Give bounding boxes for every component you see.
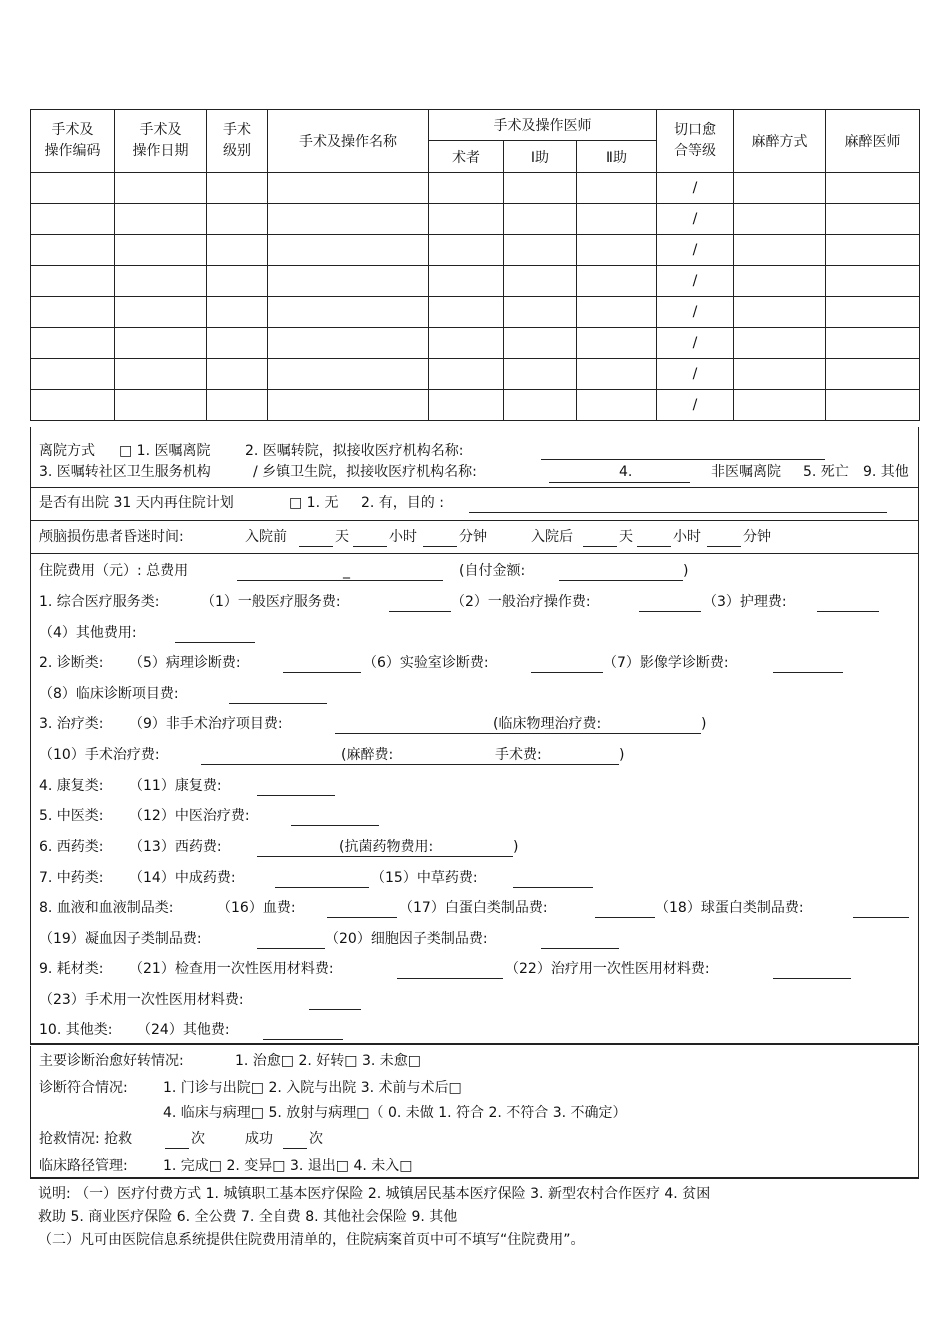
transfer-hospital-field[interactable] xyxy=(541,459,825,460)
discharge-label: 离院方式 xyxy=(39,443,95,459)
incision-cell[interactable]: / xyxy=(657,390,734,421)
pathology-fee-field[interactable] xyxy=(283,672,361,673)
table-row xyxy=(31,266,920,297)
readmission-option-yes[interactable]: 2. 有，目的 : xyxy=(361,495,444,511)
header-doctors-group: 手术及操作医师 xyxy=(429,110,657,141)
readmission-label: 是否有出院 31 天内再住院计划 xyxy=(39,495,234,511)
header-anesthesiologist: 麻醉医师 xyxy=(826,110,920,173)
coma-before-label: 入院前 xyxy=(245,529,287,545)
blood-fee-field[interactable] xyxy=(327,917,397,918)
exam-material-fee-field[interactable] xyxy=(397,978,503,979)
nursing-fee-field[interactable] xyxy=(817,611,879,612)
coma-after-label: 入院后 xyxy=(531,529,573,545)
main-diagnosis-outcome-label: 主要诊断治愈好转情况: xyxy=(39,1053,184,1069)
general-service-fee-field[interactable] xyxy=(389,611,451,612)
discharge-option-9: 9. 其他 xyxy=(863,464,909,480)
incision-cell[interactable]: / xyxy=(657,204,734,235)
cytokine-fee-field[interactable] xyxy=(541,948,619,949)
discharge-option-4-label: 非医嘱离院 xyxy=(711,464,781,480)
table-row xyxy=(31,204,920,235)
rescue-success-field[interactable] xyxy=(283,1148,307,1149)
self-pay-field[interactable] xyxy=(559,580,683,581)
cat-rehab: 4. 康复类: xyxy=(39,778,104,794)
self-pay-label: (自付金额: xyxy=(459,563,526,579)
albumin-fee-field[interactable] xyxy=(595,917,655,918)
coma-after-hour-field[interactable] xyxy=(637,546,671,547)
discharge-option-5: 5. 死亡 xyxy=(803,464,849,480)
coma-label: 颅脑损伤患者昏迷时间: xyxy=(39,529,184,545)
western-medicine-fee-field[interactable] xyxy=(257,856,513,857)
rescue-success-label: 成功 xyxy=(245,1131,273,1147)
header-op-level: 手术 级别 xyxy=(207,110,268,173)
rescue-label: 抢救情况: 抢救 xyxy=(39,1131,133,1147)
readmission-section xyxy=(30,488,919,521)
discharge-option-4: 4. xyxy=(619,464,633,480)
coma-before-hour-field[interactable] xyxy=(353,546,387,547)
incision-cell[interactable]: / xyxy=(657,297,734,328)
header-anesthesia-method: 麻醉方式 xyxy=(734,110,826,173)
patent-medicine-fee-field[interactable] xyxy=(275,887,369,888)
coma-before-minute-field[interactable] xyxy=(423,546,457,547)
surgery-material-fee-field[interactable] xyxy=(309,1009,361,1010)
other-fee-field[interactable] xyxy=(175,642,255,643)
cat-chinese-medicine: 7. 中药类: xyxy=(39,870,104,886)
discharge-option-1[interactable]: □ 1. 医嘱离院 xyxy=(119,443,211,459)
notes-line-1: 说明: （一）医疗付费方式 1. 城镇职工基本医疗保险 2. 城镇居民基本医疗保险 3. 新型农村合作医疗 4. 贫困 xyxy=(38,1186,711,1202)
coma-section: 颅脑损伤患者昏迷时间: 入院前 天 小时 分钟 入院后 天 小时 分钟 xyxy=(30,521,919,554)
header-op-code: 手术及 操作编码 xyxy=(31,110,115,173)
header-surgeon: 术者 xyxy=(429,141,504,173)
table-row xyxy=(31,390,920,421)
cost-section: 住院费用（元）: 总费用 _ (自付金额: ) 1. 综合医疗服务类: （1）一般医疗服务费: （2）一般治疗操作费: （3）护理费: （4）其他费用: 2. 诊断类: （5）病理诊断费: （6）实验室诊断费: （7）影像学诊断费: （8）临床诊断项目费: 3. 治疗类: （9）非手术治疗项目费: (临床物理治疗费: ) （10）手术治疗费: (麻醉费: 手术费: ) 4. 康复类: （11）康复费: 5. 中医类: （12）中医治疗费: 6. 西药类: （13）西药费: (抗菌药物费用: ) 7. 中药类: （14）中成药费: （15）中草药费: 8. 血液和血液制品类: （16）血费: （17）白蛋白类制品费: （18）球蛋白类制品费: （19）凝血因子类制品费: （20）细胞因子类制品费: 9. 耗材类: （21）检查用一次性医用材料费: （22）治疗用一次性医用材料费: （23）手术用一次性医用材料费: 10. 其他类: （24）其他费: xyxy=(30,554,919,1045)
header-op-date: 手术及 操作日期 xyxy=(115,110,207,173)
treatment-material-fee-field[interactable] xyxy=(773,978,851,979)
cat-general-service: 1. 综合医疗服务类: xyxy=(39,594,160,610)
cat-tcm: 5. 中医类: xyxy=(39,808,104,824)
diagnosis-match-options-1[interactable]: 1. 门诊与出院□ 2. 入院与出院 3. 术前与术后□ xyxy=(163,1080,462,1096)
non-surgical-fee-field[interactable] xyxy=(335,733,701,734)
header-incision-grade: 切口愈 合等级 xyxy=(657,110,734,173)
incision-cell[interactable]: / xyxy=(657,266,734,297)
general-treatment-fee-field[interactable] xyxy=(639,611,701,612)
coma-after-minute-field[interactable] xyxy=(707,546,741,547)
rescue-count-field[interactable] xyxy=(165,1148,189,1149)
total-cost-field[interactable] xyxy=(237,580,443,581)
incision-cell[interactable]: / xyxy=(657,359,734,390)
diagnosis-match-options-2[interactable]: 4. 临床与病理□ 5. 放射与病理□（ 0. 未做 1. 符合 2. 不符合 3. 不确定） xyxy=(163,1105,627,1121)
clinical-pathway-options[interactable]: 1. 完成□ 2. 变异□ 3. 退出□ 4. 未入□ xyxy=(163,1158,413,1174)
discharge-option-3b: / 乡镇卫生院，拟接收医疗机构名称: xyxy=(253,464,477,480)
diagnosis-match-label: 诊断符合情况: xyxy=(39,1080,128,1096)
table-row xyxy=(31,297,920,328)
total-cost-label: 住院费用（元）: 总费用 xyxy=(39,563,189,579)
discharge-option-3: 3. 医嘱转社区卫生服务机构 xyxy=(39,464,211,480)
cat-consumables: 9. 耗材类: xyxy=(39,961,104,977)
discharge-section xyxy=(30,427,919,488)
cat-diagnosis: 2. 诊断类: xyxy=(39,655,104,671)
tcm-treatment-fee-field[interactable] xyxy=(291,825,379,826)
community-hospital-field[interactable] xyxy=(549,482,690,483)
incision-cell[interactable]: / xyxy=(657,235,734,266)
coagulation-factor-fee-field[interactable] xyxy=(257,948,325,949)
operations-table xyxy=(30,109,920,421)
readmission-purpose-field[interactable] xyxy=(469,512,887,513)
table-row xyxy=(31,235,920,266)
globulin-fee-field[interactable] xyxy=(853,917,909,918)
clinical-pathway-label: 临床路径管理: xyxy=(39,1158,128,1174)
header-op-name: 手术及操作名称 xyxy=(268,110,429,173)
clinical-diagnosis-fee-field[interactable] xyxy=(229,703,327,704)
cat-blood: 8. 血液和血液制品类: xyxy=(39,900,174,916)
cat-western-medicine: 6. 西药类: xyxy=(39,839,104,855)
surgical-treatment-fee-field[interactable] xyxy=(201,764,619,765)
incision-cell[interactable]: / xyxy=(657,173,734,204)
incision-cell[interactable]: / xyxy=(657,328,734,359)
coma-before-day-field[interactable] xyxy=(299,546,333,547)
imaging-fee-field[interactable] xyxy=(773,672,843,673)
main-diagnosis-outcome-options[interactable]: 1. 治愈□ 2. 好转□ 3. 未愈□ xyxy=(235,1053,422,1069)
rehab-fee-field[interactable] xyxy=(257,795,335,796)
lab-fee-field[interactable] xyxy=(531,672,603,673)
cat-other: 10. 其他类: xyxy=(39,1022,113,1038)
header-assist-1: Ⅰ助 xyxy=(504,141,577,173)
outcome-section: 主要诊断治愈好转情况: 1. 治愈□ 2. 好转□ 3. 未愈□ 诊断符合情况: 1. 门诊与出院□ 2. 入院与出院 3. 术前与术后□ 4. 临床与病理□ 5. 放射与病理□（ 0. 未做 1. 符合 2. 不符合 3. 不确定） 抢救情况: 抢救 次 成功 次 临床路径管理: 1. 完成□ 2. 变异□ 3. 退出□ 4. 未入□ xyxy=(30,1046,919,1179)
table-row xyxy=(31,328,920,359)
readmission-option-no[interactable]: □ 1. 无 xyxy=(289,495,339,511)
discharge-option-2: 2. 医嘱转院，拟接收医疗机构名称: xyxy=(245,443,464,459)
table-row xyxy=(31,359,920,390)
notes-line-3: （二）凡可由医院信息系统提供住院费用清单的，住院病案首页中可不填写“住院费用”。 xyxy=(38,1232,585,1248)
cat-treatment: 3. 治疗类: xyxy=(39,716,104,732)
notes-line-2: 救助 5. 商业医疗保险 6. 全公费 7. 全自费 8. 其他社会保险 9. 其他 xyxy=(38,1209,458,1225)
coma-after-day-field[interactable] xyxy=(583,546,617,547)
other-category-fee-field[interactable] xyxy=(263,1039,343,1040)
table-row xyxy=(31,173,920,204)
herbal-medicine-fee-field[interactable] xyxy=(513,887,593,888)
header-assist-2: Ⅱ助 xyxy=(577,141,657,173)
